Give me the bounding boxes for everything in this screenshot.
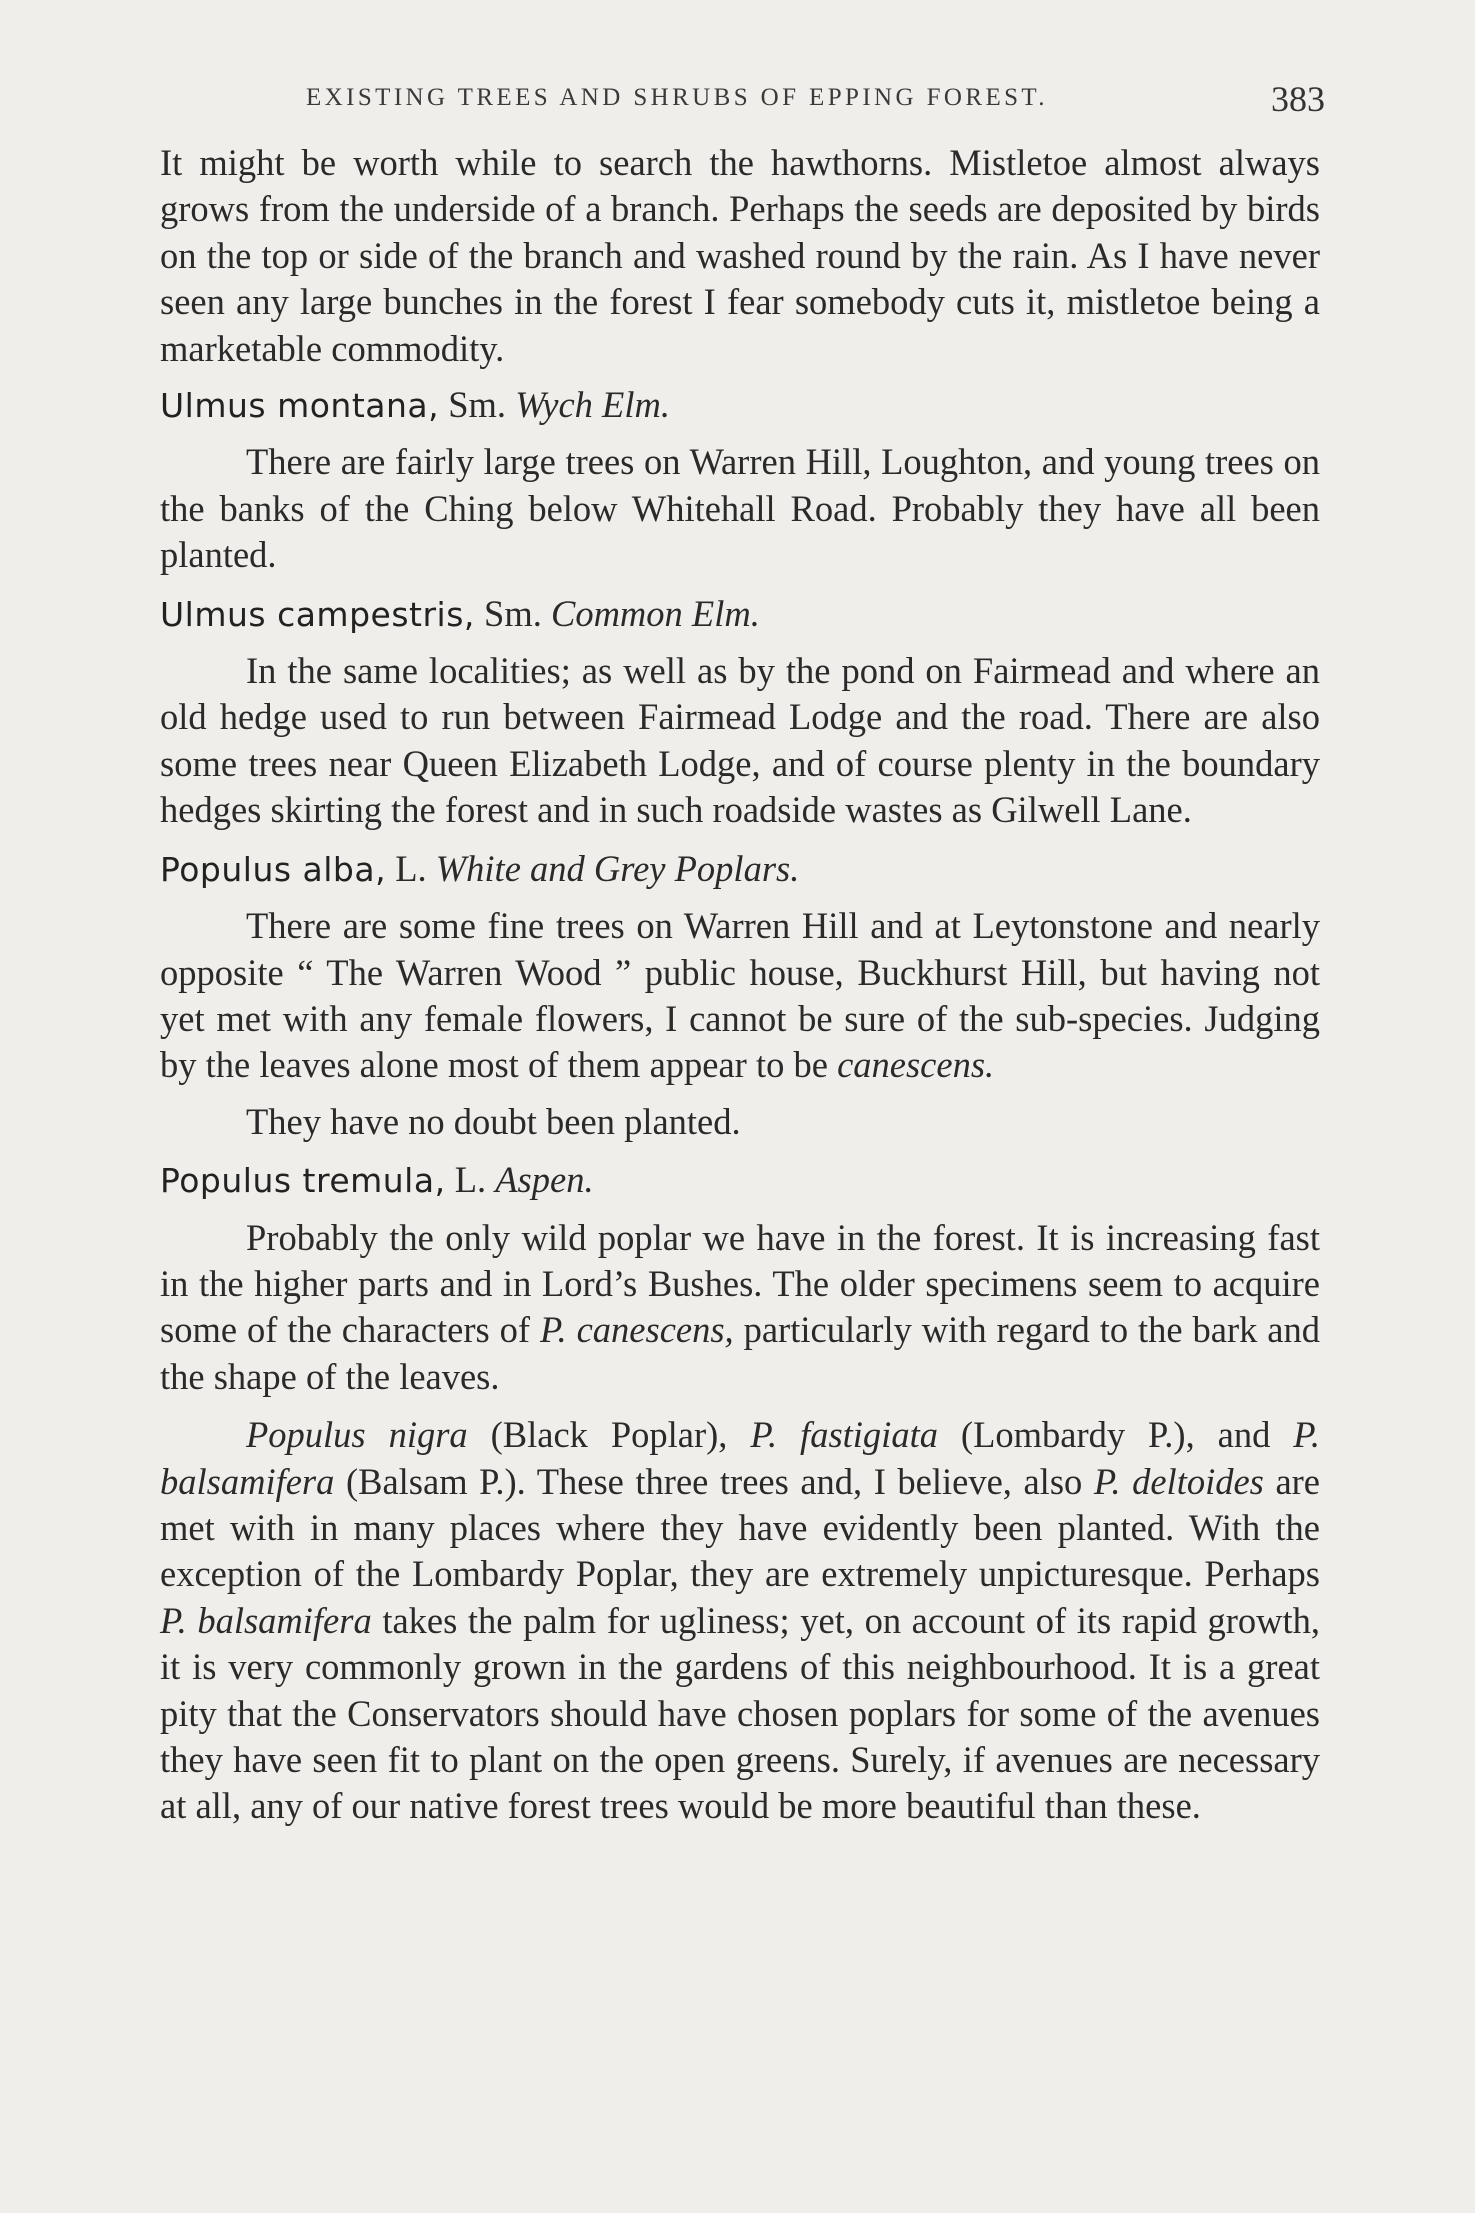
entry-description: In the same localities; as well as by the pond on Fairmead and where an old hedge used to run between Fairmead Lodge and the road. There are also some trees near Queen Elizabeth Lodge, and of course plenty in the boundary hedges skirting the forest and in such roadside wastes as Gilwell Lane. [160,650,1320,831]
paragraph-other-poplars [160,1412,1320,1830]
species-italic: P. balsamifera [160,1414,1321,1502]
description-italic: P. canescens, [539,1309,734,1351]
text-run: (Lombardy P.), and [937,1414,1294,1456]
common-name: Common Elm. [550,592,760,634]
species-authority: L. [386,847,436,889]
entry-description [160,903,1320,1089]
entry-populus-alba [160,846,1320,1145]
entry-ulmus-campestris [160,591,1320,834]
page-number: 383 [1271,79,1325,119]
entry-heading [160,1157,1320,1204]
species-italic: Populus nigra [246,1414,468,1456]
species-authority: Sm. [439,384,516,426]
paragraph-mistletoe: It might be worth while to search the hawthorns. Mistletoe almost always grows from the underside of a branch. Perhaps the seeds are deposited by birds on the top or side of the branch and washed round by the rain. As I have never seen any large bunches in the forest I fear somebody cuts it, mistletoe being a marketable commodity. [160,142,1320,369]
species-italic: P. balsamifera [160,1599,372,1641]
species-name: Ulmus campestris, [160,594,475,634]
entry-description [160,1215,1320,1401]
entry-populus-tremula [160,1157,1320,1400]
entry-description: There are fairly large trees on Warren Hill, Loughton, and young trees on the banks of the Ching below Whitehall Road. Probably they have all been planted. [160,441,1320,576]
running-head: EXISTING TREES AND SHRUBS OF EPPING FOREST. [306,84,1048,111]
common-name: Wych Elm. [515,384,670,426]
common-name: White and Grey Poplars. [435,847,800,889]
text-run: (Balsam P.). These three trees and, I believe, also [334,1460,1094,1502]
description-italic: canescens. [837,1044,995,1086]
description-text: There are some fine trees on Warren Hill and at Leytonstone and nearly opposite “ The Warren Wood ” public house, Buckhurst Hill, but having not yet met with any female flowers, I cannot be sure of the sub-species. Judging by the leaves alone most of them appear to be [160,905,1320,1086]
entry-heading [160,846,1320,893]
text-run: are met with in many places where they have evidently been planted. With the exception of the Lombardy Poplar, they are extremely unpicturesque. Perhaps [160,1460,1320,1595]
entry-note: They have no doubt been planted. [246,1100,741,1142]
description-text-end: particularly with regard to the bark and the shape of the leaves. [160,1309,1320,1397]
entry-heading [160,382,1320,429]
page-header [306,78,1325,118]
species-name: Populus tremula, [160,1161,446,1201]
description-text: Probably the only wild poplar we have in the forest. It is increasing fast in the higher parts and in Lord’s Bushes. The older specimens seem to acquire some of the characters of [160,1216,1320,1351]
species-authority: Sm. [474,592,551,634]
species-italic: P. deltoides [1093,1460,1264,1502]
text-run: takes the palm for ugliness; yet, on account of its rapid growth, it is very commonly grown in the gardens of this neighbourhood. It is a great pity that the Conservators should have chosen poplars for some of the avenues they have seen fit to plant on the open greens. Surely, if avenues are necessary at all, any of our native forest trees would be more beautiful than these. [160,1599,1320,1827]
entry-ulmus-montana [160,382,1320,579]
text-run: (Black Poplar), [467,1414,751,1456]
species-authority: L. [445,1159,496,1201]
entry-heading [160,591,1320,638]
species-name: Ulmus montana, [160,386,440,426]
common-name: Aspen. [495,1159,594,1201]
body-text [160,140,1320,1840]
species-italic: P. fastigiata [750,1414,938,1456]
species-name: Populus alba, [160,849,387,889]
